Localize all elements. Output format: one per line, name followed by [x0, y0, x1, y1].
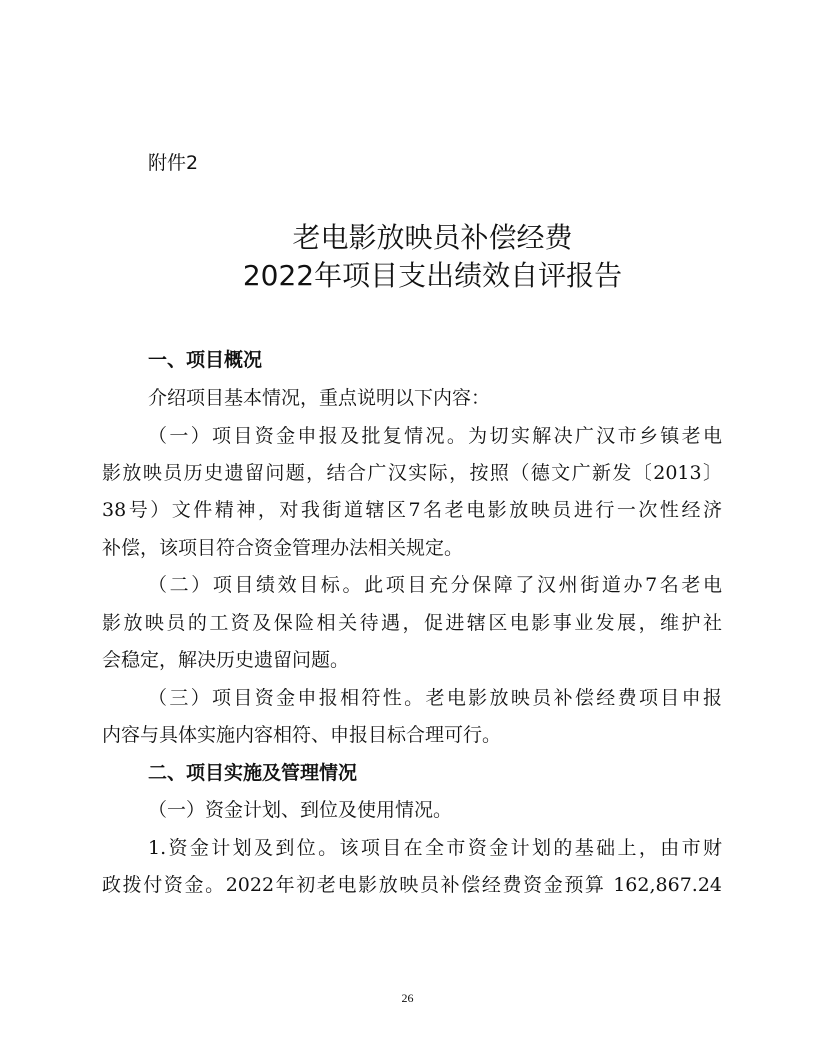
- section-2-heading: 二、项目实施及管理情况: [148, 762, 358, 784]
- paragraph-line: （一）项目资金申报及批复情况。为切实解决广汉市乡镇老电: [148, 425, 722, 447]
- paragraph-line: 会稳定，解决历史遗留问题。: [102, 649, 350, 671]
- paragraph-line: 影放映员的工资及保险相关待遇，促进辖区电影事业发展，维护社: [102, 612, 722, 634]
- paragraph-line: 影放映员历史遗留问题，结合广汉实际，按照（德文广新发〔2013〕: [102, 462, 722, 484]
- paragraph-line: （二）项目绩效目标。此项目充分保障了汉州街道办7名老电: [148, 574, 722, 596]
- paragraph-line: 1.资金计划及到位。该项目在全市资金计划的基础上，由市财: [148, 837, 722, 859]
- page-number: 26: [401, 991, 414, 1005]
- document-title-line-2: 2022年项目支出绩效自评报告: [242, 259, 623, 292]
- paragraph-line: 内容与具体实施内容相符、申报目标合理可行。: [102, 724, 502, 746]
- paragraph-line: 38号）文件精神，对我街道辖区7名老电影放映员进行一次性经济: [102, 499, 722, 521]
- section-1-intro: 介绍项目基本情况，重点说明以下内容：: [148, 387, 491, 409]
- paragraph-line: （三）项目资金申报相符性。老电影放映员补偿经费项目申报: [148, 687, 722, 709]
- section-1-heading: 一、项目概况: [148, 349, 263, 371]
- attachment-label: 附件2: [148, 152, 199, 174]
- paragraph-line: 补偿，该项目符合资金管理办法相关规定。: [102, 537, 464, 559]
- section-2-subheading: （一）资金计划、到位及使用情况。: [148, 799, 453, 821]
- document-title-line-1: 老电影放映员补偿经费: [292, 221, 573, 254]
- paragraph-line: 政拨付资金。2022年初老电影放映员补偿经费资金预算 162,867.24: [102, 874, 722, 896]
